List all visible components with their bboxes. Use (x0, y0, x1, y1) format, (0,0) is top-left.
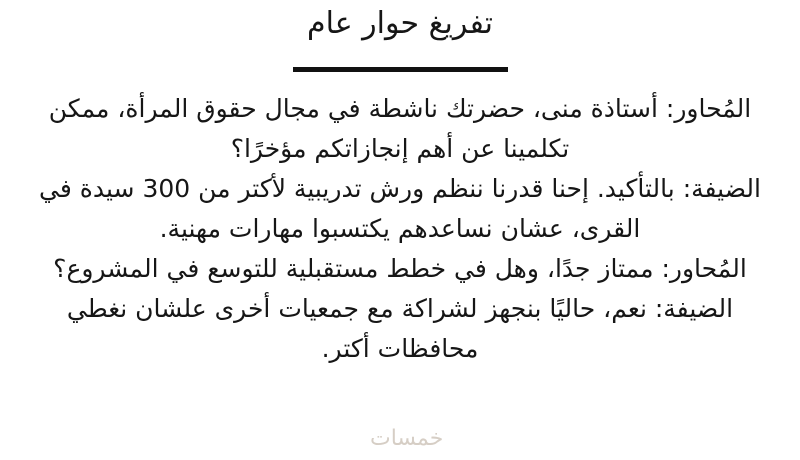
utterance-text: أستاذة منى، حضرتك ناشطة في مجال حقوق المرأة، ممكن تكلمينا عن أهم إنجازاتكم مؤخرًا؟ (48, 94, 658, 163)
utterance-text: بالتأكيد. إحنا قدرنا ننظم ورش تدريبية لأكتر من 300 سيدة في القرى، عشان نساعدهم يكتسبوا مهارات مهنية. (39, 174, 675, 243)
speaker-label: الضيفة: (682, 174, 761, 203)
transcript-body (0, 89, 800, 369)
speaker-label: المُحاور: (665, 94, 752, 123)
page-title: تفريغ حوار عام (307, 6, 493, 41)
khamsat-watermark: خمسات (370, 426, 444, 451)
dialogue-turn-interviewer-1 (18, 89, 782, 169)
utterance-text: نعم، حاليًا بنجهز لشراكة مع جمعيات أخرى علشان نغطي محافظات أكتر. (66, 294, 647, 363)
title-divider (293, 67, 508, 72)
dialogue-turn-interviewer-2 (18, 249, 782, 289)
utterance-text: ممتاز جدًا، وهل في خطط مستقبلية للتوسع في المشروع؟ (53, 254, 654, 283)
dialogue-turn-guest-1 (18, 169, 782, 249)
document-header (0, 0, 800, 72)
dialogue-turn-guest-2 (18, 289, 782, 369)
speaker-label: الضيفة: (654, 294, 734, 323)
speaker-label: المُحاور: (661, 254, 747, 283)
